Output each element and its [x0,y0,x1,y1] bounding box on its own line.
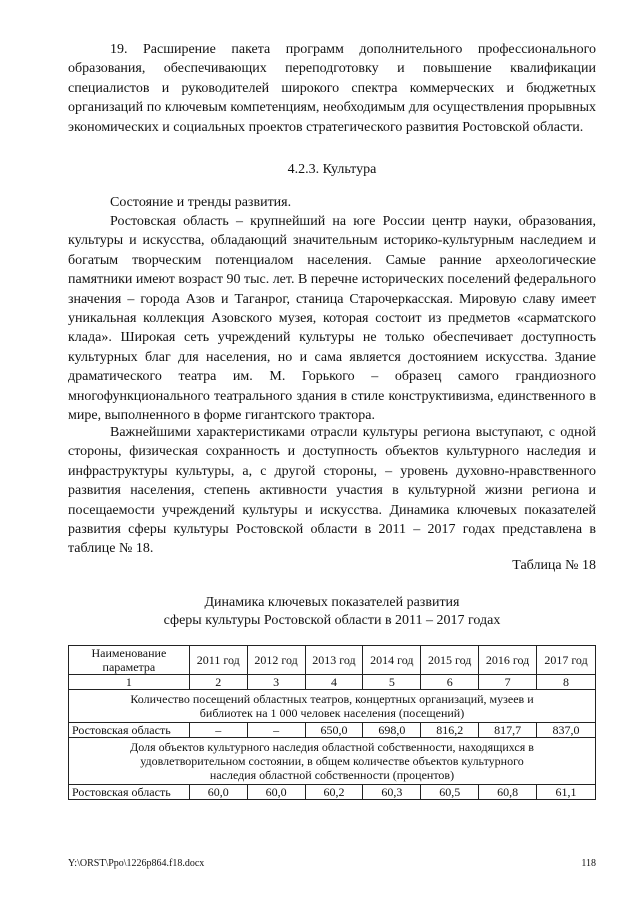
column-number: 5 [363,675,421,690]
table-cell: 60,0 [189,785,247,800]
subheading: Состояние и тренды развития. [110,195,292,210]
header-year: 2016 год [479,646,537,675]
section-row [69,738,596,785]
paragraph-region: Ростовская область – крупнейший на юге России центр науки, образования, культуры и искусства, обладающий значительным историко-культурным наследием и богатым творческим потенциалом населения. Самые ранние археологические памятники имеют возраст 90 тыс. лет. В перечне исторических поселений федерального значения – города Азов и Таганрог, станица Старочеркасская. Мировую славу имеет уникальная коллекция Азовского музея, которая состоит из предметов «сарматского клада». Широкая сеть учреждений культуры не только обеспечивает доступность культурных благ для населения, но и сама является достоянием искусства. Здание драматического театра им. М. Горького – образец самого грандиозного многофункционального театрального здания в стиле конструктивизма, единственного в мире, выполненного в форме гигантского трактора. [68,214,597,424]
column-number-row [69,675,596,690]
section2-title: Доля объектов культурного наследия областной собственности, находящихся в удовлетворительном состоянии, в общем количестве объектов культурного наследия областной собственности (процентов) [69,738,596,785]
table-cell: 816,2 [421,723,479,738]
section-row [69,690,596,723]
table-cell: 698,0 [363,723,421,738]
column-number: 3 [247,675,305,690]
header-year: 2017 год [537,646,596,675]
table-cell: – [189,723,247,738]
column-number: 7 [479,675,537,690]
table-title-line1: Динамика ключевых показателей развития [204,595,460,610]
paragraph-19: 19. Расширение пакета программ дополнительного профессионального образования, обеспечивающих переподготовку и повышение квалификации специалистов и руководителей широкого спектра коммерческих и бюджетных организаций по ключевым компетенциям, необходимым для осуществления прорывных экономических и социальных проектов стратегического развития Ростовской области. [68,42,596,135]
header-year: 2013 год [305,646,363,675]
table-label: Таблица № 18 [512,558,596,573]
table-row [69,785,596,800]
section1-title: Количество посещений областных театров, концертных организаций, музеев и библиотек на 1 000 человек населения (посещений) [69,690,596,723]
page-number: 118 [581,858,596,869]
table-cell: 60,2 [305,785,363,800]
column-number: 1 [69,675,190,690]
table-cell: – [247,723,305,738]
column-number: 6 [421,675,479,690]
header-year: 2011 год [189,646,247,675]
header-year: 2012 год [247,646,305,675]
header-year: 2014 год [363,646,421,675]
row-name: Ростовская область [69,723,190,738]
table-cell: 60,8 [479,785,537,800]
header-year: 2015 год [421,646,479,675]
table-cell: 60,3 [363,785,421,800]
table-header-row [69,646,596,675]
table-cell: 60,5 [421,785,479,800]
header-name: Наименование параметра [69,646,190,675]
indicators-table [68,645,596,800]
table-cell: 837,0 [537,723,596,738]
footer-path: Y:\ORST\Ppo\1226p864.f18.docx [68,858,205,869]
table-cell: 817,7 [479,723,537,738]
table-cell: 650,0 [305,723,363,738]
column-number: 8 [537,675,596,690]
table-title-line2: сферы культуры Ростовской области в 2011 – 2017 годах [163,613,501,628]
section-heading: 4.2.3. Культура [287,162,377,177]
table-cell: 60,0 [247,785,305,800]
column-number: 2 [189,675,247,690]
column-number: 4 [305,675,363,690]
row-name: Ростовская область [69,785,190,800]
table-cell: 61,1 [537,785,596,800]
paragraph-characteristics: Важнейшими характеристиками отрасли культуры региона выступают, с одной стороны, физическая сохранность и доступность объектов культурного наследия и инфраструктуры культуры, а, с другой стороны, – уровень духовно-нравственного развития населения, степень активности участия в культурной жизни региона и посещаемости учреждений культуры и искусства. Динамика ключевых показателей развития сферы культуры Ростовской области в 2011 – 2017 годах представлена в таблице № 18. [68,425,596,557]
table-row [69,723,596,738]
